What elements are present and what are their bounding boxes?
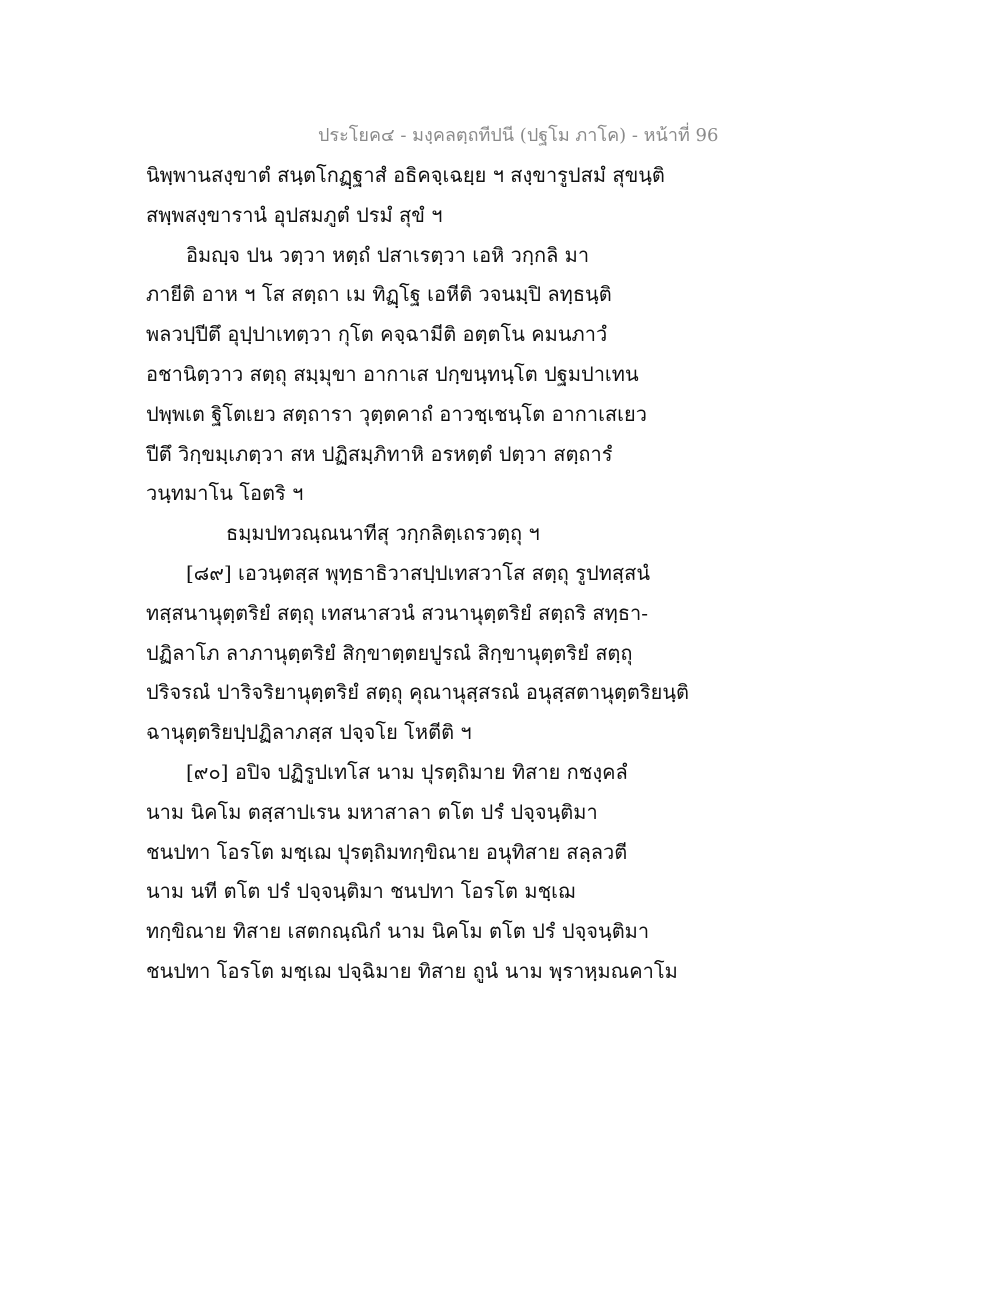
text-line: สพฺพสงฺขารานํ อุปสมภูตํ ปรมํ สุขํ ฯ bbox=[146, 202, 443, 227]
body-text bbox=[146, 156, 706, 992]
text-line: นาม นที ตโต ปรํ ปจฺจนฺติมา ชนปทา โอรโต มชฺเฌ bbox=[146, 879, 576, 904]
text-line: ปพฺพเต ฐิโตเยว สตฺถารา วุตฺตคาถํ อาวชฺเชนฺโต อากาเสเยว bbox=[146, 401, 647, 426]
text-line: ปีตึ วิกฺขมฺเภตฺวา สห ปฏิสมฺภิทาหิ อรหตฺตํ ปตฺวา สตฺถารํ bbox=[146, 441, 613, 466]
text-line: อิมญฺจ ปน วตฺวา หตฺถํ ปสาเรตฺวา เอหิ วกฺกลิ มา bbox=[186, 242, 590, 267]
text-line: ทสฺสนานุตฺตริยํ สตฺถุ เทสนาสวนํ สวนานุตฺตริยํ สตฺถริ สทฺธา- bbox=[146, 600, 649, 625]
running-header: ประโยค๔ - มงฺคลตฺถทีปนี (ปฐโม ภาโค) - หน้าที่ 96 bbox=[318, 125, 719, 146]
text-line: ชนปทา โอรโต มชฺเฌ ปุรตฺถิมทกฺขิณาย อนุทิสาย สลฺลวตี bbox=[146, 839, 628, 864]
text-line: ปฏิลาโภ ลาภานุตฺตริยํ สิกฺขาตฺตยปูรณํ สิกฺขานุตฺตริยํ สตฺถุ bbox=[146, 640, 633, 665]
text-line: นาม นิคโม ตสฺสาปเรน มหาสาลา ตโต ปรํ ปจฺจนฺติมา bbox=[146, 799, 598, 824]
text-line: นิพฺพานสงฺขาตํ สนฺตโกฏฺฐาสํ อธิคจฺเฉยฺย ฯ สงฺขารูปสมํ สุขนฺติ bbox=[146, 163, 665, 187]
text-line: ฉานุตฺตริยปฺปฏิลาภสฺส ปจฺจโย โหตีติ ฯ bbox=[146, 720, 472, 745]
paragraph-89-start: [๘๙] เอวนฺตสฺส พุทฺธาธิวาสปฺปเทสวาโส สตฺถุ รูปทสฺสนํ bbox=[186, 560, 650, 585]
paragraph-90-start: [๙๐] อปิจ ปฏิรูปเทโส นาม ปุรตฺถิมาย ทิสาย กชงฺคลํ bbox=[186, 759, 628, 784]
text-line: ภายีติ อาห ฯ โส สตฺถา เม ทิฏฺโฐ เอหีติ วจนมฺปิ ลทฺธนฺติ bbox=[146, 282, 612, 307]
text-line: ปริจรณํ ปาริจริยานุตฺตริยํ สตฺถุ คุณานุสฺสรณํ อนุสฺสตานุตฺตริยนฺติ bbox=[146, 680, 690, 705]
text-line: ชนปทา โอรโต มชฺเฌ ปจฺฉิมาย ทิสาย ถูนํ นาม พฺราหฺมณคาโม bbox=[146, 958, 678, 983]
text-line: พลวปฺปีตึ อุปฺปาเทตฺวา กุโต คจฺฉามีติ อตฺตโน คมนภาวํ bbox=[146, 322, 608, 347]
text-line: วนฺทมาโน โอตริ ฯ bbox=[146, 481, 304, 506]
text-line: ทกฺขิณาย ทิสาย เสตกณฺณิกํ นาม นิคโม ตโต ปรํ ปจฺจนฺติมา bbox=[146, 919, 650, 944]
text-line: อชานิตฺวาว สตฺถุ สมฺมุขา อากาเส ปกฺขนฺทนฺโต ปฐมปาเทน bbox=[146, 361, 639, 386]
source-reference: ธมฺมปทวณฺณนาทีสุ วกฺกลิตฺเถรวตฺถุ ฯ bbox=[226, 521, 540, 546]
